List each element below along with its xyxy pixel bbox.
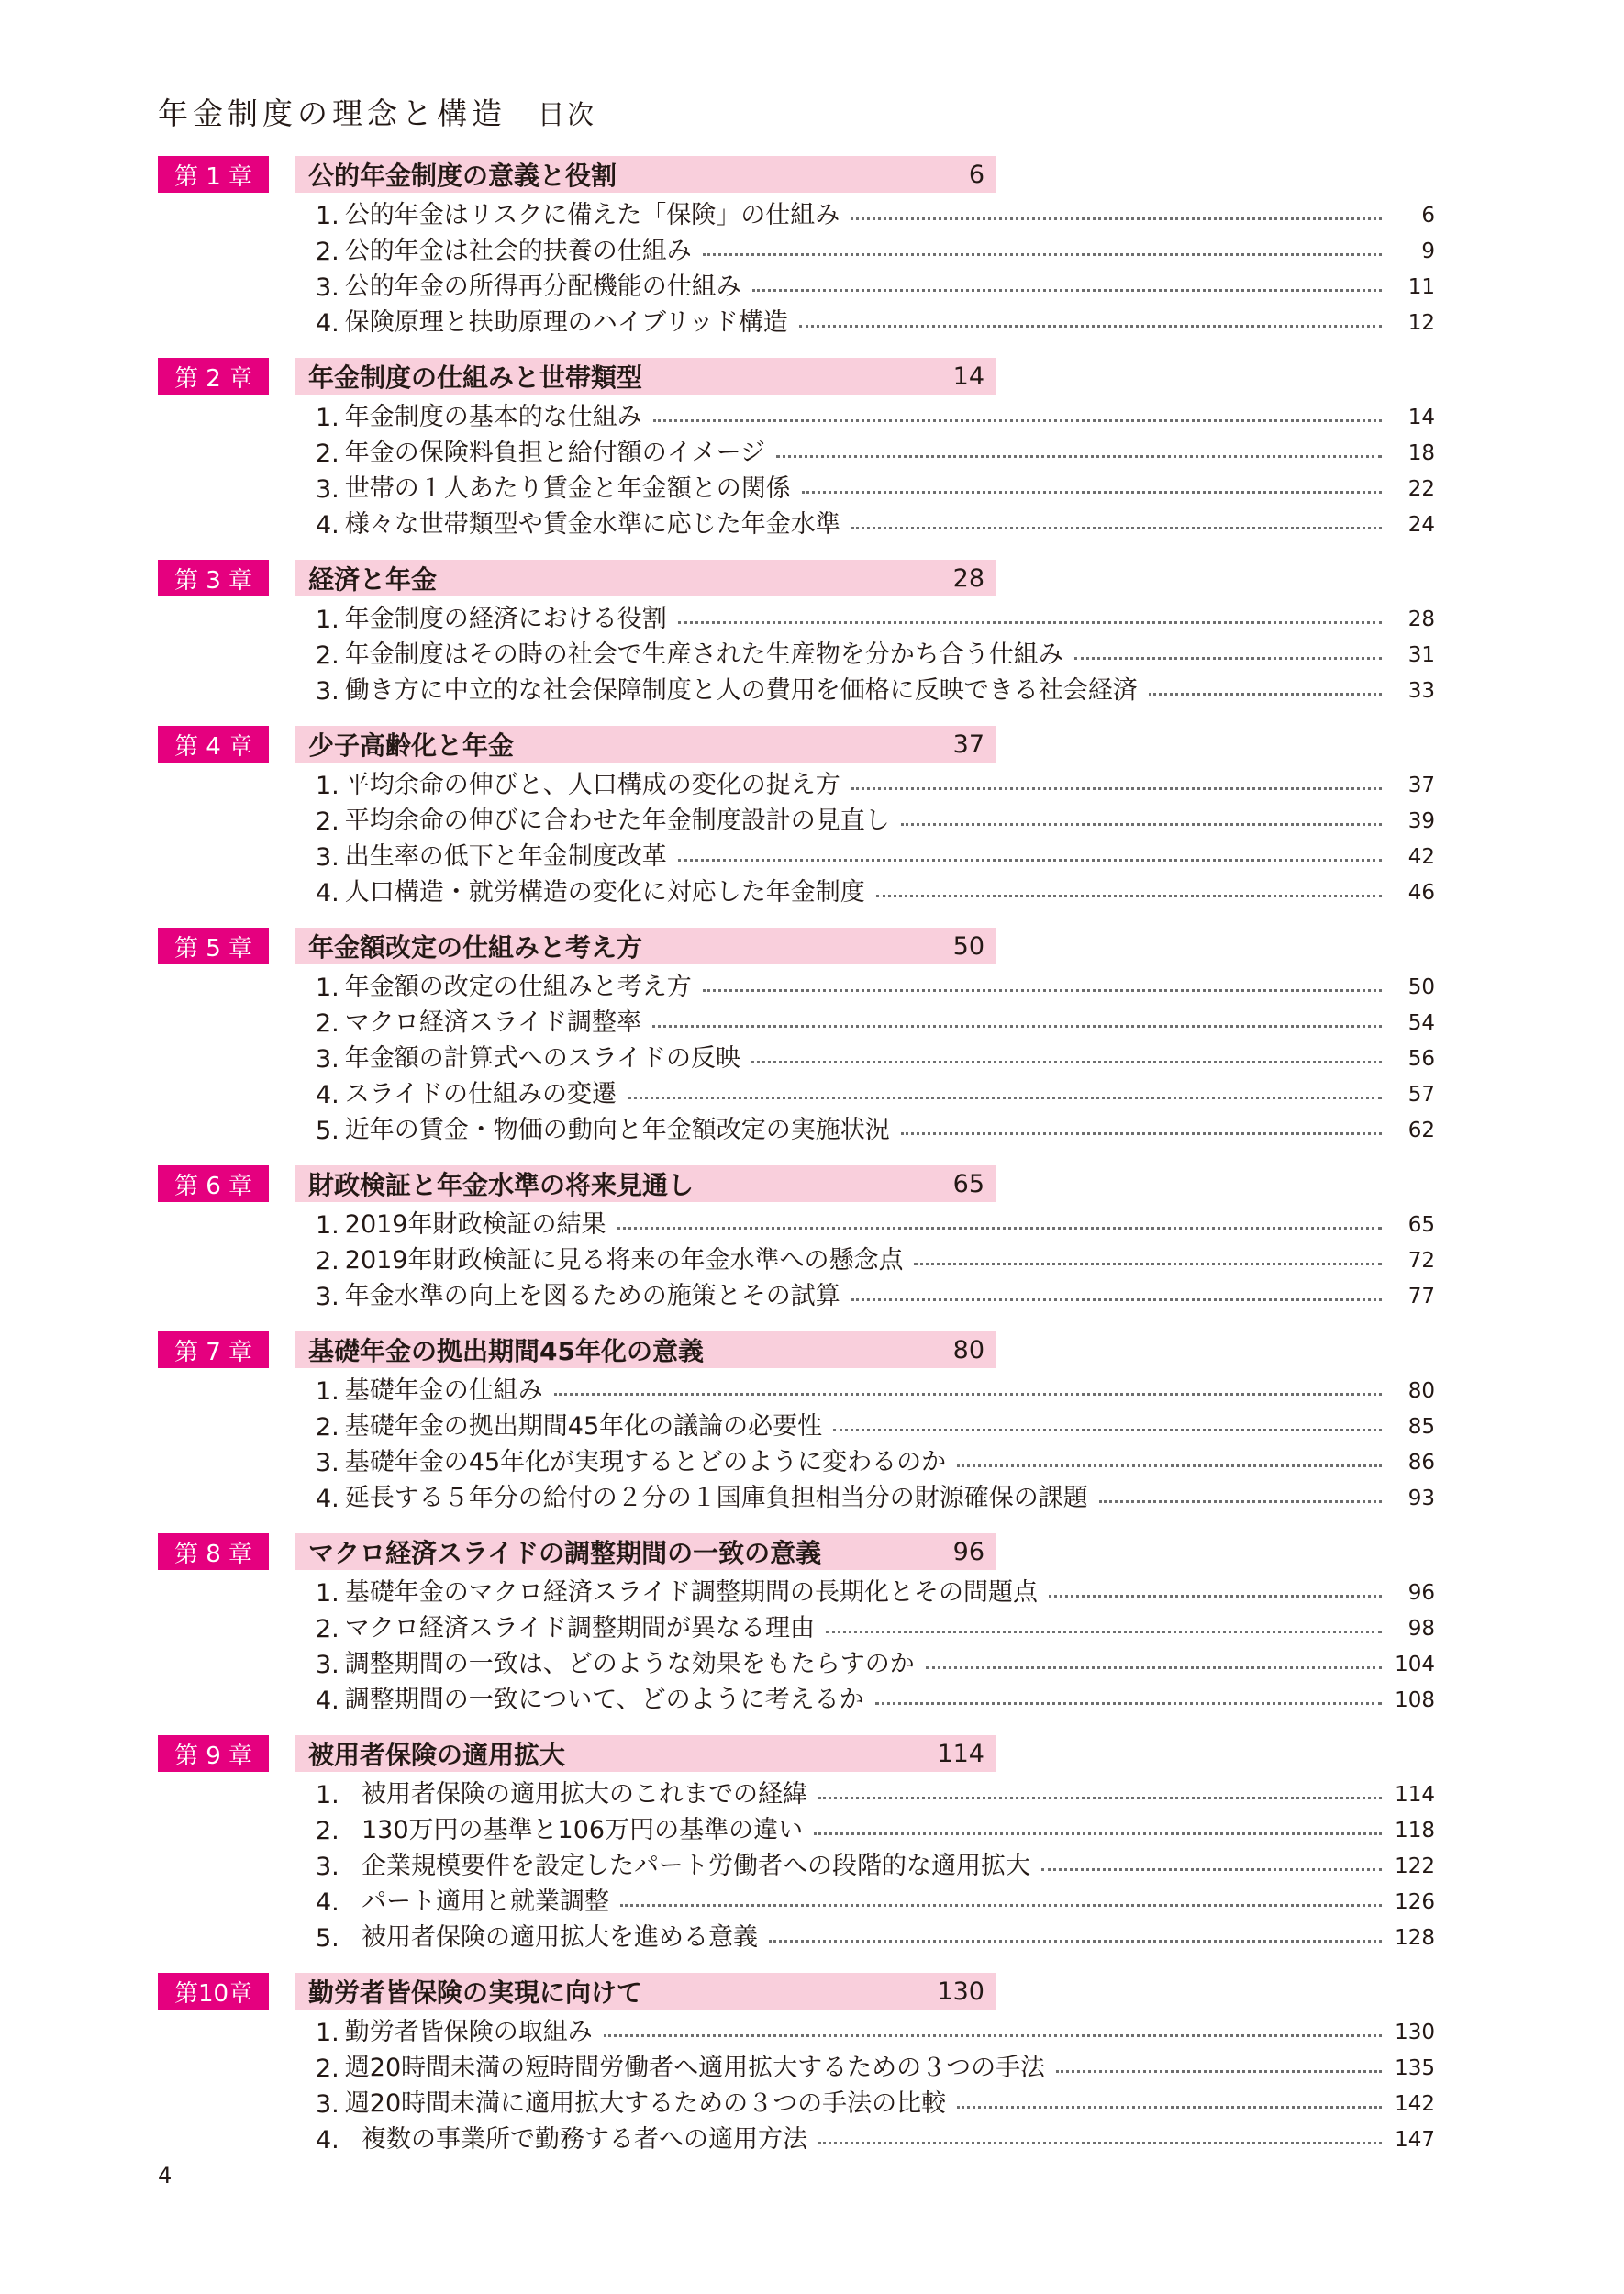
chapter-block — [158, 726, 1438, 908]
section-list — [316, 195, 1435, 338]
entry-number: 2. — [316, 440, 339, 468]
entry-number: 3. — [316, 1045, 339, 1074]
dot-leader — [751, 1061, 1382, 1063]
chapter-number-badge: 第 6 章 — [158, 1165, 269, 1202]
toc-entry[interactable] — [316, 396, 1435, 432]
chapter-title: 基礎年金の拠出期間45年化の意義 — [308, 1336, 704, 1366]
chapter-title: マクロ経済スライドの調整期間の一致の意義 — [308, 1538, 822, 1568]
entry-number: 1. — [316, 772, 339, 800]
entry-page-number: 147 — [1395, 2128, 1435, 2152]
dot-leader — [914, 1263, 1382, 1265]
entry-page-number: 130 — [1395, 2021, 1435, 2044]
toc-entry[interactable] — [316, 872, 1435, 908]
chapter-page-number: 14 — [952, 362, 984, 391]
chapter-page-number: 65 — [952, 1169, 984, 1198]
chapter-block — [158, 928, 1438, 1145]
entry-title: マクロ経済スライド調整期間が異なる理由 — [344, 1614, 815, 1643]
chapter-block — [158, 1331, 1438, 1513]
dot-leader — [678, 621, 1382, 624]
dot-leader — [703, 253, 1382, 256]
entry-page-number: 118 — [1395, 1819, 1435, 1843]
entry-title: 年金制度の経済における役割 — [344, 605, 667, 633]
entry-page-number: 22 — [1407, 477, 1435, 501]
entry-title: 基礎年金の拠出期間45年化の議論の必要性 — [344, 1412, 823, 1441]
toc-entry[interactable] — [316, 800, 1435, 836]
toc-entry[interactable] — [316, 966, 1435, 1002]
chapter-heading[interactable] — [158, 726, 1438, 763]
entry-title: 年金制度の基本的な仕組み — [344, 403, 642, 431]
dot-leader — [1074, 657, 1382, 660]
entry-page-number: 28 — [1407, 607, 1435, 631]
toc-entry[interactable] — [316, 670, 1435, 706]
entry-page-number: 142 — [1395, 2092, 1435, 2116]
entry-title: 企業規模要件を設定したパート労働者への段階的な適用拡大 — [362, 1852, 1030, 1880]
entry-page-number: 98 — [1407, 1617, 1435, 1641]
chapter-title: 公的年金制度の意義と役割 — [308, 161, 617, 191]
entry-title: 公的年金は社会的扶養の仕組み — [344, 237, 692, 265]
entry-number: 1. — [316, 1579, 339, 1608]
chapter-number-badge: 第 7 章 — [158, 1331, 269, 1368]
chapter-title-band — [295, 358, 996, 395]
toc-entry[interactable] — [316, 1074, 1435, 1109]
entry-title: 調整期間の一致は、どのような効果をもたらすのか — [344, 1650, 915, 1678]
chapter-page-number: 28 — [952, 563, 984, 593]
chapter-heading[interactable] — [158, 1735, 1438, 1772]
entry-title: 被用者保険の適用拡大を進める意義 — [362, 1923, 758, 1952]
dot-leader — [678, 859, 1382, 862]
dot-leader — [876, 895, 1382, 897]
entry-number: 2. — [316, 238, 339, 266]
entry-number: 3. — [316, 475, 339, 504]
entry-number: 4. — [316, 1485, 339, 1513]
entry-title: スライドの仕組みの変遷 — [344, 1080, 617, 1108]
chapter-title-band — [295, 560, 996, 596]
toc-entry[interactable] — [316, 1643, 1435, 1679]
dot-leader — [703, 989, 1382, 992]
dot-leader — [554, 1393, 1382, 1396]
entry-number: 4. — [316, 309, 339, 338]
toc-entry[interactable] — [316, 432, 1435, 468]
toc-entry[interactable] — [316, 1002, 1435, 1038]
dot-leader — [1099, 1500, 1382, 1503]
chapter-page-number: 6 — [968, 160, 984, 189]
entry-number: 2. — [316, 1247, 339, 1275]
dot-leader — [833, 1429, 1382, 1431]
entry-title: 年金制度はその時の社会で生産された生産物を分かち合う仕組み — [344, 640, 1063, 669]
toc-entry[interactable] — [316, 2083, 1435, 2119]
dot-leader — [901, 1132, 1382, 1135]
toc-entry[interactable] — [316, 504, 1435, 540]
chapter-heading[interactable] — [158, 156, 1438, 193]
chapter-title: 経済と年金 — [308, 564, 438, 595]
entry-page-number: 77 — [1407, 1285, 1435, 1308]
entry-title: 公的年金はリスクに備えた「保険」の仕組み — [344, 201, 840, 229]
dot-leader — [652, 1025, 1382, 1028]
entry-page-number: 39 — [1407, 809, 1435, 833]
entry-number: 2. — [316, 1413, 339, 1442]
dot-leader — [604, 2034, 1382, 2037]
toc-entry[interactable] — [316, 2119, 1435, 2155]
document-title: 年金制度の理念と構造 — [158, 95, 506, 131]
dot-leader — [769, 1940, 1382, 1943]
toc-entry[interactable] — [316, 1810, 1435, 1845]
chapter-page-number: 130 — [937, 1977, 984, 2006]
chapter-heading[interactable] — [158, 1973, 1438, 2010]
toc-entry[interactable] — [316, 266, 1435, 302]
dot-leader — [851, 1298, 1382, 1301]
chapter-heading[interactable] — [158, 928, 1438, 964]
chapter-title-band — [295, 1973, 996, 2010]
chapter-title-band — [295, 928, 996, 964]
chapter-number-badge: 第 5 章 — [158, 928, 269, 964]
entry-title: 人口構造・就労構造の変化に対応した年金制度 — [344, 878, 865, 907]
toc-entry[interactable] — [316, 598, 1435, 634]
entry-page-number: 37 — [1407, 774, 1435, 797]
entry-page-number: 46 — [1407, 881, 1435, 905]
section-list — [316, 1370, 1435, 1513]
chapter-heading[interactable] — [158, 560, 1438, 596]
entry-page-number: 86 — [1407, 1451, 1435, 1475]
entry-number: 4. — [316, 1081, 339, 1109]
entry-page-number: 96 — [1407, 1581, 1435, 1605]
toc-entry[interactable] — [316, 1477, 1435, 1513]
toc-entry[interactable] — [316, 195, 1435, 230]
page-number: 4 — [158, 2163, 172, 2188]
entry-page-number: 24 — [1407, 513, 1435, 537]
entry-title: 週20時間未満の短時間労働者へ適用拡大するための３つの手法 — [344, 2054, 1046, 2082]
toc-entry[interactable] — [316, 1845, 1435, 1881]
dot-leader — [901, 823, 1382, 826]
toc-entry[interactable] — [316, 1240, 1435, 1275]
section-list — [316, 598, 1435, 706]
entry-page-number: 72 — [1407, 1249, 1435, 1273]
dot-leader — [776, 455, 1382, 458]
chapter-title-band — [295, 1331, 996, 1368]
dot-leader — [818, 1797, 1382, 1799]
entry-number: 2. — [316, 2055, 339, 2083]
entry-number: 3. — [316, 1853, 339, 1881]
chapter-title-band — [295, 1165, 996, 1202]
entry-number: 5. — [316, 1117, 339, 1145]
chapter-heading[interactable] — [158, 1165, 1438, 1202]
chapter-block — [158, 1735, 1438, 1953]
dot-leader — [628, 1097, 1382, 1099]
entry-number: 2. — [316, 1817, 339, 1845]
toc-entry[interactable] — [316, 1608, 1435, 1643]
dot-leader — [1041, 1868, 1382, 1871]
entry-title: 基礎年金のマクロ経済スライド調整期間の長期化とその問題点 — [344, 1578, 1038, 1607]
toc-entry[interactable] — [316, 1109, 1435, 1145]
chapter-heading[interactable] — [158, 358, 1438, 395]
entry-page-number: 11 — [1407, 275, 1435, 299]
toc-entry[interactable] — [316, 1774, 1435, 1810]
entry-number: 1. — [316, 1211, 339, 1240]
entry-number: 2. — [316, 1009, 339, 1038]
section-list — [316, 396, 1435, 540]
toc-entry[interactable] — [316, 1572, 1435, 1608]
section-list — [316, 966, 1435, 1145]
toc-entry[interactable] — [316, 1881, 1435, 1917]
entry-page-number: 18 — [1407, 441, 1435, 465]
entry-title: 様々な世帯類型や賃金水準に応じた年金水準 — [344, 510, 840, 539]
chapter-number-badge: 第10章 — [158, 1973, 269, 2010]
dot-leader — [851, 787, 1382, 790]
chapter-page-number: 80 — [952, 1335, 984, 1364]
chapter-number-badge: 第 3 章 — [158, 560, 269, 596]
entry-title: 2019年財政検証に見る将来の年金水準への懸念点 — [344, 1246, 904, 1275]
entry-title: マクロ経済スライド調整率 — [344, 1008, 641, 1037]
toc-entry[interactable] — [316, 1679, 1435, 1715]
chapter-heading[interactable] — [158, 1331, 1438, 1368]
entry-number: 2. — [316, 641, 339, 670]
chapter-block — [158, 1165, 1438, 1311]
entry-page-number: 33 — [1407, 679, 1435, 703]
entry-page-number: 126 — [1395, 1890, 1435, 1914]
entry-number: 1. — [316, 606, 339, 634]
dot-leader — [799, 325, 1382, 328]
entry-number: 3. — [316, 1651, 339, 1679]
entry-title: 世帯の１人あたり賃金と年金額との関係 — [344, 474, 791, 503]
toc-entry[interactable] — [316, 1370, 1435, 1406]
entry-page-number: 9 — [1421, 239, 1435, 263]
entry-page-number: 122 — [1395, 1854, 1435, 1878]
dot-leader — [957, 1464, 1382, 1467]
entry-number: 2. — [316, 1615, 339, 1643]
chapter-number-badge: 第 2 章 — [158, 358, 269, 395]
toc-entry[interactable] — [316, 1917, 1435, 1953]
toc-entry[interactable] — [316, 2011, 1435, 2047]
chapter-block — [158, 358, 1438, 540]
toc-entry[interactable] — [316, 836, 1435, 872]
entry-number: 1. — [316, 2019, 339, 2047]
section-list — [316, 764, 1435, 908]
chapter-page-number: 37 — [952, 729, 984, 759]
entry-number: 5. — [316, 1924, 339, 1953]
entry-title: 被用者保険の適用拡大のこれまでの経緯 — [362, 1780, 807, 1809]
section-list — [316, 1572, 1435, 1715]
dot-leader — [1056, 2070, 1382, 2073]
toc-entry[interactable] — [316, 1275, 1435, 1311]
chapter-number-badge: 第 4 章 — [158, 726, 269, 763]
entry-number: 1. — [316, 404, 339, 432]
toc-entry[interactable] — [316, 1204, 1435, 1240]
entry-number: 4. — [316, 2126, 339, 2155]
entry-page-number: 80 — [1407, 1379, 1435, 1403]
entry-title: 基礎年金の45年化が実現するとどのように変わるのか — [344, 1448, 947, 1476]
entry-page-number: 54 — [1407, 1011, 1435, 1035]
entry-title: 延長する５年分の給付の２分の１国庫負担相当分の財源確保の課題 — [344, 1484, 1088, 1512]
chapter-heading[interactable] — [158, 1533, 1438, 1570]
dot-leader — [617, 1227, 1382, 1230]
entry-title: 年金額の改定の仕組みと考え方 — [344, 973, 692, 1001]
chapter-title: 勤労者皆保険の実現に向けて — [308, 1977, 643, 2008]
chapter-title: 被用者保険の適用拡大 — [308, 1740, 566, 1770]
section-list — [316, 1204, 1435, 1311]
entry-number: 1. — [316, 1781, 339, 1810]
entry-page-number: 50 — [1407, 975, 1435, 999]
chapter-title-band — [295, 156, 996, 193]
entry-number: 3. — [316, 1283, 339, 1311]
entry-number: 1. — [316, 1377, 339, 1406]
chapter-page-number: 96 — [952, 1537, 984, 1566]
entry-title: 年金水準の向上を図るための施策とその試算 — [344, 1282, 840, 1310]
dot-leader — [818, 2142, 1382, 2144]
entry-page-number: 114 — [1395, 1783, 1435, 1807]
dot-leader — [851, 217, 1382, 220]
dot-leader — [653, 419, 1382, 422]
entry-title: 年金額の計算式へのスライドの反映 — [344, 1044, 740, 1073]
dot-leader — [752, 289, 1382, 292]
entry-title: 基礎年金の仕組み — [344, 1376, 543, 1405]
toc-entry[interactable] — [316, 468, 1435, 504]
entry-title: 公的年金の所得再分配機能の仕組み — [344, 273, 741, 301]
dot-leader — [826, 1631, 1382, 1633]
entry-number: 3. — [316, 1449, 339, 1477]
dot-leader — [875, 1702, 1382, 1705]
entry-title: 平均余命の伸びに合わせた年金制度設計の見直し — [344, 807, 890, 835]
chapter-title: 財政検証と年金水準の将来見通し — [308, 1170, 695, 1200]
section-list — [316, 2011, 1435, 2155]
entry-title: 130万円の基準と106万円の基準の違い — [362, 1816, 804, 1844]
chapter-block — [158, 156, 1438, 338]
entry-title: 平均余命の伸びと、人口構成の変化の捉え方 — [344, 771, 840, 799]
entry-title: 調整期間の一致について、どのように考えるか — [344, 1686, 864, 1714]
entry-title: 働き方に中立的な社会保障制度と人の費用を価格に反映できる社会経済 — [344, 676, 1138, 705]
entry-number: 3. — [316, 677, 339, 706]
dot-leader — [620, 1904, 1382, 1907]
entry-page-number: 57 — [1407, 1083, 1435, 1107]
entry-title: 複数の事業所で勤務する者への適用方法 — [362, 2125, 807, 2154]
toc-entry[interactable] — [316, 230, 1435, 266]
toc-heading: 目次 — [538, 99, 597, 130]
chapter-number-badge: 第 1 章 — [158, 156, 269, 193]
entry-number: 4. — [316, 1888, 339, 1917]
table-of-contents — [158, 156, 1438, 2175]
entry-title: 保険原理と扶助原理のハイブリッド構造 — [344, 308, 788, 337]
toc-entry[interactable] — [316, 2047, 1435, 2083]
entry-number: 3. — [316, 273, 339, 302]
chapter-page-number: 50 — [952, 931, 984, 961]
entry-title: 勤労者皆保険の取組み — [344, 2018, 593, 2046]
entry-title: 出生率の低下と年金制度改革 — [344, 842, 667, 871]
toc-entry[interactable] — [316, 634, 1435, 670]
chapter-title-band — [295, 1735, 996, 1772]
entry-number: 4. — [316, 511, 339, 540]
toc-entry[interactable] — [316, 1406, 1435, 1442]
entry-page-number: 62 — [1407, 1119, 1435, 1142]
entry-number: 2. — [316, 807, 339, 836]
section-list — [316, 1774, 1435, 1953]
entry-title: パート適用と就業調整 — [362, 1888, 609, 1916]
entry-title: 週20時間未満に適用拡大するための３つの手法の比較 — [344, 2089, 947, 2118]
dot-leader — [1149, 693, 1382, 696]
entry-number: 3. — [316, 843, 339, 872]
dot-leader — [802, 491, 1382, 494]
entry-page-number: 104 — [1395, 1653, 1435, 1676]
chapter-page-number: 114 — [937, 1739, 984, 1768]
toc-entry[interactable] — [316, 764, 1435, 800]
entry-page-number: 56 — [1407, 1047, 1435, 1071]
chapter-title-band — [295, 1533, 996, 1570]
chapter-block — [158, 1973, 1438, 2155]
chapter-title: 年金額改定の仕組みと考え方 — [308, 932, 643, 963]
entry-page-number: 12 — [1407, 311, 1435, 335]
entry-page-number: 65 — [1407, 1213, 1435, 1237]
entry-title: 年金の保険料負担と給付額のイメージ — [344, 439, 765, 467]
entry-number: 4. — [316, 879, 339, 908]
chapter-number-badge: 第 8 章 — [158, 1533, 269, 1570]
entry-page-number: 108 — [1395, 1688, 1435, 1712]
entry-number: 1. — [316, 202, 339, 230]
chapter-block — [158, 1533, 1438, 1715]
entry-page-number: 85 — [1407, 1415, 1435, 1439]
entry-number: 4. — [316, 1687, 339, 1715]
entry-page-number: 6 — [1421, 204, 1435, 228]
dot-leader — [957, 2106, 1382, 2109]
entry-page-number: 42 — [1407, 845, 1435, 869]
entry-number: 1. — [316, 974, 339, 1002]
entry-page-number: 31 — [1407, 643, 1435, 667]
dot-leader — [926, 1666, 1382, 1669]
toc-entry[interactable] — [316, 1038, 1435, 1074]
entry-page-number: 14 — [1407, 406, 1435, 429]
chapter-title: 年金制度の仕組みと世帯類型 — [308, 362, 643, 393]
chapter-number-badge: 第 9 章 — [158, 1735, 269, 1772]
entry-number: 3. — [316, 2090, 339, 2119]
entry-page-number: 135 — [1395, 2056, 1435, 2080]
entry-page-number: 93 — [1407, 1487, 1435, 1510]
dot-leader — [814, 1832, 1382, 1835]
page-title — [158, 90, 596, 133]
chapter-title-band — [295, 726, 996, 763]
dot-leader — [851, 527, 1382, 529]
chapter-title: 少子高齢化と年金 — [308, 730, 515, 761]
entry-title: 近年の賃金・物価の動向と年金額改定の実施状況 — [344, 1116, 890, 1144]
entry-page-number: 128 — [1395, 1926, 1435, 1950]
dot-leader — [1049, 1595, 1382, 1598]
toc-entry[interactable] — [316, 1442, 1435, 1477]
chapter-block — [158, 560, 1438, 706]
toc-entry[interactable] — [316, 302, 1435, 338]
entry-title: 2019年財政検証の結果 — [344, 1210, 606, 1239]
